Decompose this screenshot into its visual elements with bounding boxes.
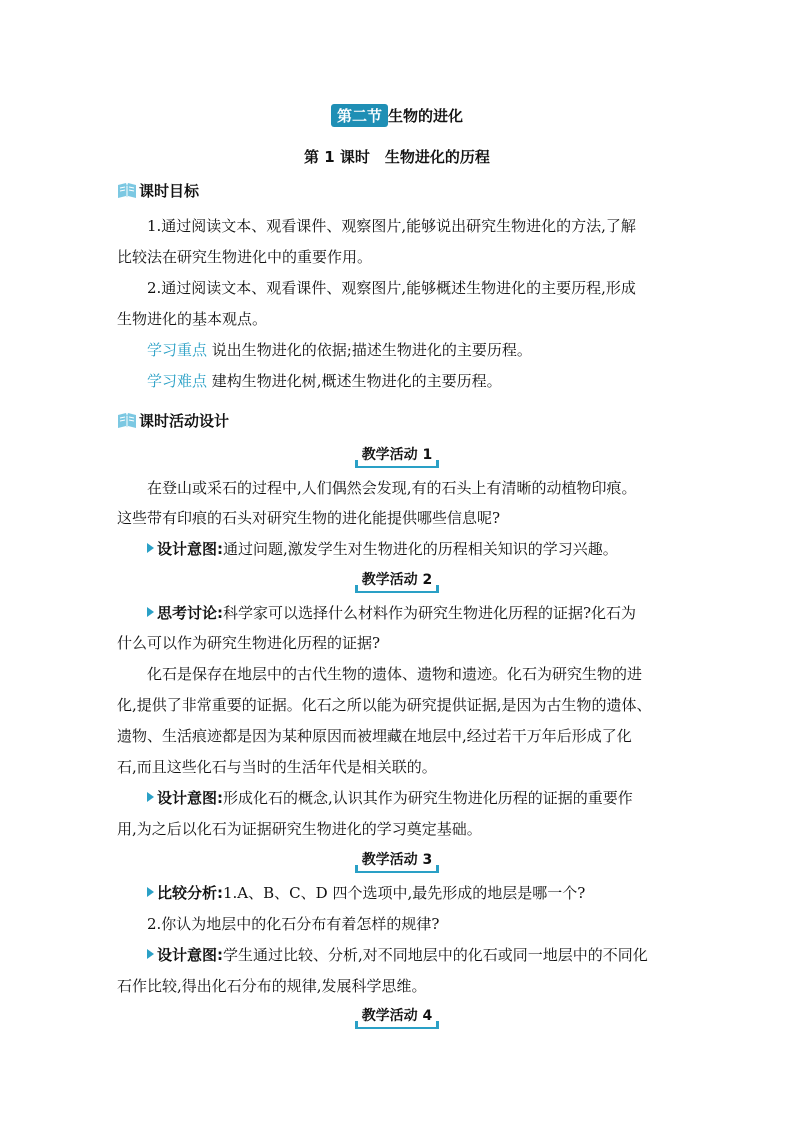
- objectives-heading: [117, 180, 199, 201]
- activity-1-intent: [147, 534, 618, 564]
- activity-2-intent-label: 设计意图:: [157, 789, 223, 807]
- activity-1-intent-text: 通过问题,激发学生对生物进化的历程相关知识的学习兴趣。: [223, 540, 618, 558]
- activity-2-p-line-3: 遗物、生活痕迹都是因为某种原因而被埋藏在地层中,经过若干万年后形成了化: [117, 727, 632, 745]
- triangle-marker-icon: [147, 607, 154, 617]
- difficulty-text: 建构生物进化树,概述生物进化的主要历程。: [211, 372, 502, 390]
- activity-3-intent-line-1: [147, 940, 648, 970]
- objective-1-line-2: 比较法在研究生物进化中的重要作用。: [117, 248, 373, 266]
- triangle-marker-icon: [147, 792, 154, 802]
- objective-2-line-1: 2.通过阅读文本、观看课件、观察图片,能够概述生物进化的主要历程,形成: [147, 279, 636, 297]
- activity-2-title: 教学活动 2: [358, 569, 437, 593]
- activity-1-title: 教学活动 1: [358, 444, 437, 468]
- key-point-label: 学习重点: [147, 341, 208, 359]
- section-badge: 第二节: [331, 104, 388, 127]
- activity-2-p-line-4: 石,而且这些化石与当时的生活年代是相关联的。: [117, 758, 437, 776]
- activity-1-intent-label: 设计意图:: [157, 540, 223, 558]
- activity-3-intent-line-2: 石作比较,得出化石分布的规律,发展科学思维。: [117, 977, 427, 995]
- lesson-title: 第 1 课时 生物进化的历程: [304, 148, 490, 166]
- objective-2-line-2: 生物进化的基本观点。: [117, 310, 268, 328]
- difficulty-line: [147, 366, 502, 396]
- activity-1-heading: [0, 444, 794, 468]
- activity-2-p-line-1: 化石是保存在地层中的古代生物的遗体、遗物和遗迹。化石为研究生物的进: [147, 665, 643, 683]
- activity-3-intent-text: 学生通过比较、分析,对不同地层中的化石或同一地层中的不同化: [223, 946, 648, 964]
- activity-2-discuss-line-1: [147, 598, 636, 628]
- activity-1-p1-line-1: 在登山或采石的过程中,人们偶然会发现,有的石头上有清晰的动植物印痕。: [147, 479, 637, 497]
- activity-2-discuss-line-2: 什么可以作为研究生物进化历程的证据?: [117, 634, 381, 652]
- key-point-line: [147, 335, 532, 365]
- difficulty-label: 学习难点: [147, 372, 208, 390]
- activity-2-p-line-2: 化,提供了非常重要的证据。化石之所以能为研究提供证据,是因为古生物的遗体、: [117, 696, 652, 714]
- activity-2-heading: [0, 569, 794, 593]
- activity-4-title: 教学活动 4: [358, 1005, 437, 1029]
- activity-2-intent-text: 形成化石的概念,认识其作为研究生物进化历程的证据的重要作: [223, 789, 633, 807]
- activity-4-heading: [0, 1005, 794, 1029]
- activity-2-intent-line-2: 用,为之后以化石为证据研究生物进化的学习奠定基础。: [117, 820, 482, 838]
- objectives-heading-text: 课时目标: [139, 182, 200, 200]
- triangle-marker-icon: [147, 887, 154, 897]
- key-point-text: 说出生物进化的依据;描述生物进化的主要历程。: [211, 341, 532, 359]
- activity-2-discuss-label: 思考讨论:: [157, 604, 223, 622]
- activity-3-intent-label: 设计意图:: [157, 946, 223, 964]
- activity-3-compare: [147, 878, 585, 908]
- activity-2-intent-line-1: [147, 783, 633, 813]
- activity-1-p1-line-2: 这些带有印痕的石头对研究生物的进化能提供哪些信息呢?: [117, 509, 501, 527]
- design-heading-text: 课时活动设计: [139, 412, 230, 430]
- chapter-title: 生物的进化: [388, 107, 464, 125]
- design-heading: [117, 410, 229, 431]
- book-icon: [117, 182, 137, 200]
- activity-3-compare-text: 1.A、B、C、D 四个选项中,最先形成的地层是哪一个?: [223, 884, 586, 902]
- activity-3-heading: [0, 849, 794, 873]
- triangle-marker-icon: [147, 543, 154, 553]
- activity-3-q2: 2.你认为地层中的化石分布有着怎样的规律?: [147, 915, 440, 933]
- activity-2-discuss-text: 科学家可以选择什么材料作为研究生物进化历程的证据?化石为: [223, 604, 637, 622]
- book-icon: [117, 412, 137, 430]
- objective-1-line-1: 1.通过阅读文本、观看课件、观察图片,能够说出研究生物进化的方法,了解: [147, 217, 636, 235]
- activity-3-title: 教学活动 3: [358, 849, 437, 873]
- activity-3-compare-label: 比较分析:: [157, 884, 223, 902]
- chapter-title-row: [0, 104, 794, 127]
- triangle-marker-icon: [147, 949, 154, 959]
